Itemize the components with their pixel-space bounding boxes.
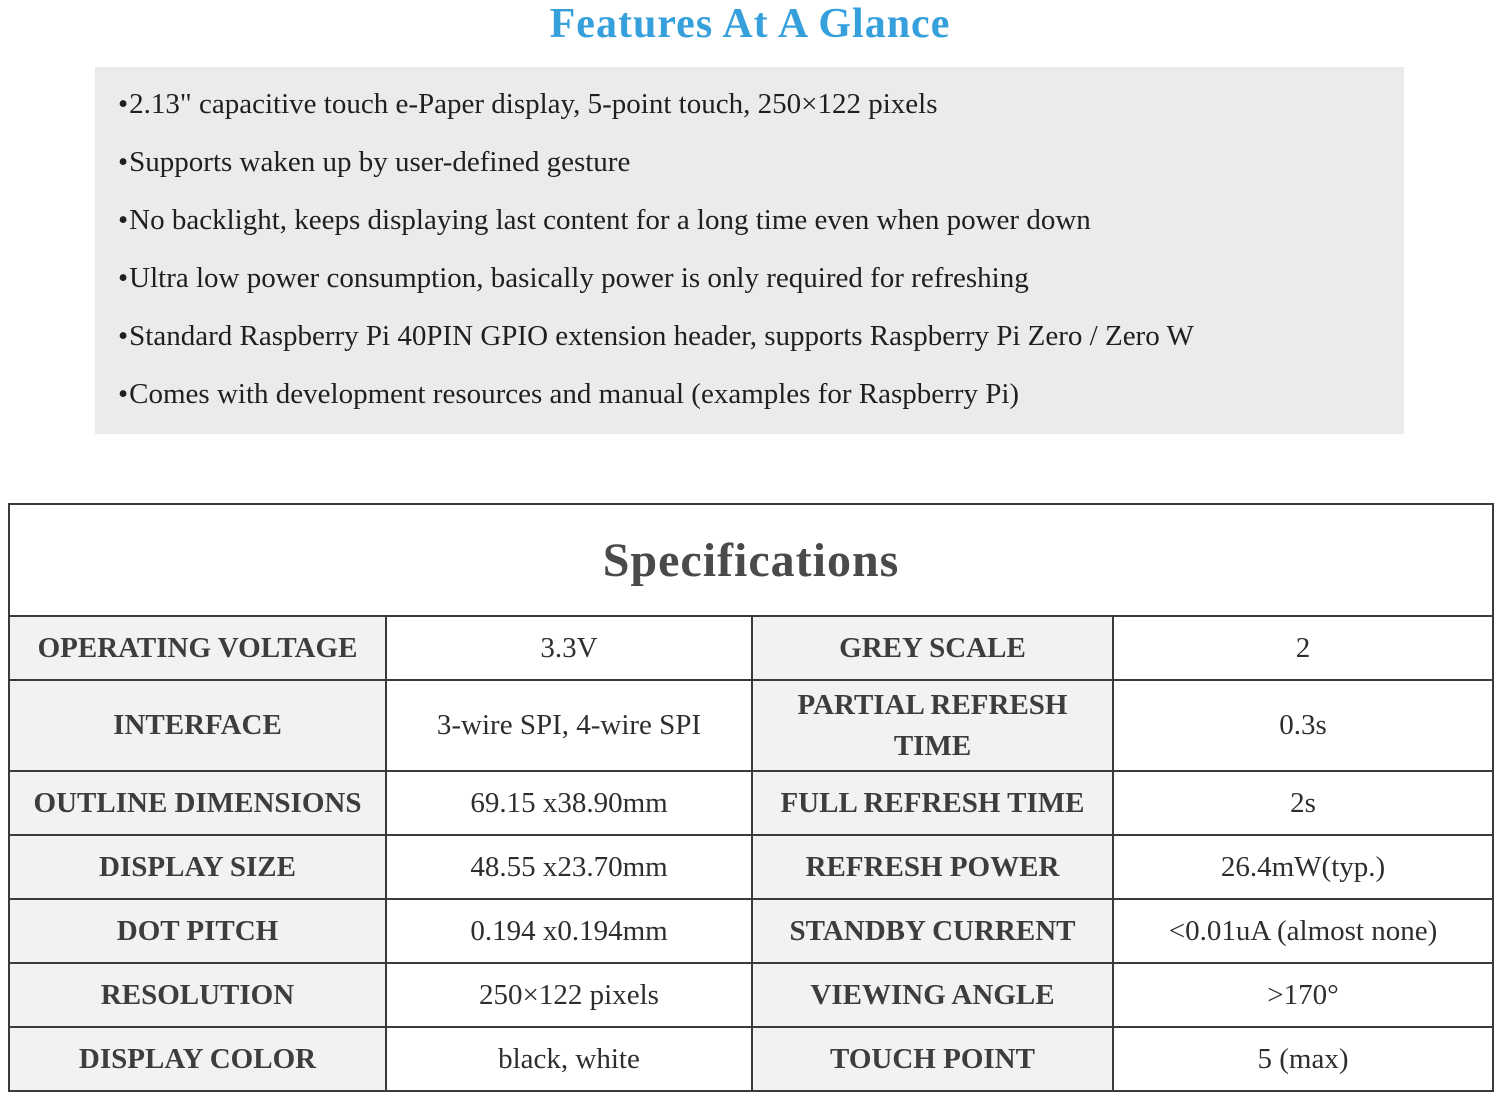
- spec-value-cell: 3-wire SPI, 4-wire SPI: [386, 680, 752, 771]
- spec-label-cell: INTERFACE: [9, 680, 386, 771]
- feature-item: [118, 365, 1404, 423]
- feature-item: [118, 191, 1404, 249]
- page-title: Features At A Glance: [549, 1, 951, 47]
- spec-table-header-row: [9, 504, 1493, 616]
- spec-table-body: [9, 616, 1493, 1091]
- spec-label-cell: OPERATING VOLTAGE: [9, 616, 386, 680]
- spec-value-cell: 26.4mW(typ.): [1113, 835, 1493, 899]
- spec-value-cell: 5 (max): [1113, 1027, 1493, 1091]
- spec-label-cell: TOUCH POINT: [752, 1027, 1113, 1091]
- spec-value-cell: 48.55 x23.70mm: [386, 835, 752, 899]
- spec-label-cell: RESOLUTION: [9, 963, 386, 1027]
- feature-item: [118, 307, 1404, 365]
- spec-value-cell: 69.15 x38.90mm: [386, 771, 752, 835]
- spec-label-cell: DISPLAY SIZE: [9, 835, 386, 899]
- spec-value-cell: 0.3s: [1113, 680, 1493, 771]
- spec-label-cell: GREY SCALE: [752, 616, 1113, 680]
- table-row: [9, 616, 1493, 680]
- bullet-marker-icon: •: [118, 88, 129, 120]
- feature-item-text: Supports waken up by user-defined gesture: [129, 146, 631, 178]
- spec-value-cell: black, white: [386, 1027, 752, 1091]
- feature-item-text: No backlight, keeps displaying last content for a long time even when power down: [129, 204, 1091, 236]
- features-box: [95, 67, 1404, 434]
- spec-label-cell: DISPLAY COLOR: [9, 1027, 386, 1091]
- spec-value-cell: 2s: [1113, 771, 1493, 835]
- spec-value-cell: >170°: [1113, 963, 1493, 1027]
- table-row: [9, 771, 1493, 835]
- spec-value-cell: 0.194 x0.194mm: [386, 899, 752, 963]
- feature-item: [118, 75, 1404, 133]
- spec-label-cell: STANDBY CURRENT: [752, 899, 1113, 963]
- table-row: [9, 899, 1493, 963]
- spec-label-cell: VIEWING ANGLE: [752, 963, 1113, 1027]
- bullet-marker-icon: •: [118, 320, 129, 352]
- feature-item: [118, 249, 1404, 307]
- spec-label-cell: FULL REFRESH TIME: [752, 771, 1113, 835]
- table-row: [9, 835, 1493, 899]
- bullet-marker-icon: •: [118, 204, 129, 236]
- spec-table: [8, 503, 1494, 1092]
- feature-item-text: Comes with development resources and manual (examples for Raspberry Pi): [129, 378, 1020, 410]
- spec-value-cell: <0.01uA (almost none): [1113, 899, 1493, 963]
- spec-label-cell: OUTLINE DIMENSIONS: [9, 771, 386, 835]
- table-row: [9, 963, 1493, 1027]
- feature-item-text: 2.13" capacitive touch e-Paper display, 5-point touch, 250×122 pixels: [129, 88, 938, 120]
- spec-table-title: Specifications: [9, 504, 1493, 616]
- spec-value-cell: 3.3V: [386, 616, 752, 680]
- bullet-marker-icon: •: [118, 146, 129, 178]
- spec-label-cell: REFRESH POWER: [752, 835, 1113, 899]
- spec-label-cell: DOT PITCH: [9, 899, 386, 963]
- spec-value-cell: 250×122 pixels: [386, 963, 752, 1027]
- spec-label-cell: PARTIAL REFRESH TIME: [752, 680, 1113, 771]
- bullet-marker-icon: •: [118, 262, 129, 294]
- table-row: [9, 1027, 1493, 1091]
- feature-item-text: Ultra low power consumption, basically power is only required for refreshing: [129, 262, 1029, 294]
- table-row: [9, 680, 1493, 771]
- feature-item-text: Standard Raspberry Pi 40PIN GPIO extension header, supports Raspberry Pi Zero / Zero W: [129, 320, 1194, 352]
- bullet-marker-icon: •: [118, 378, 129, 410]
- feature-item: [118, 133, 1404, 191]
- spec-value-cell: 2: [1113, 616, 1493, 680]
- features-list: [118, 75, 1404, 423]
